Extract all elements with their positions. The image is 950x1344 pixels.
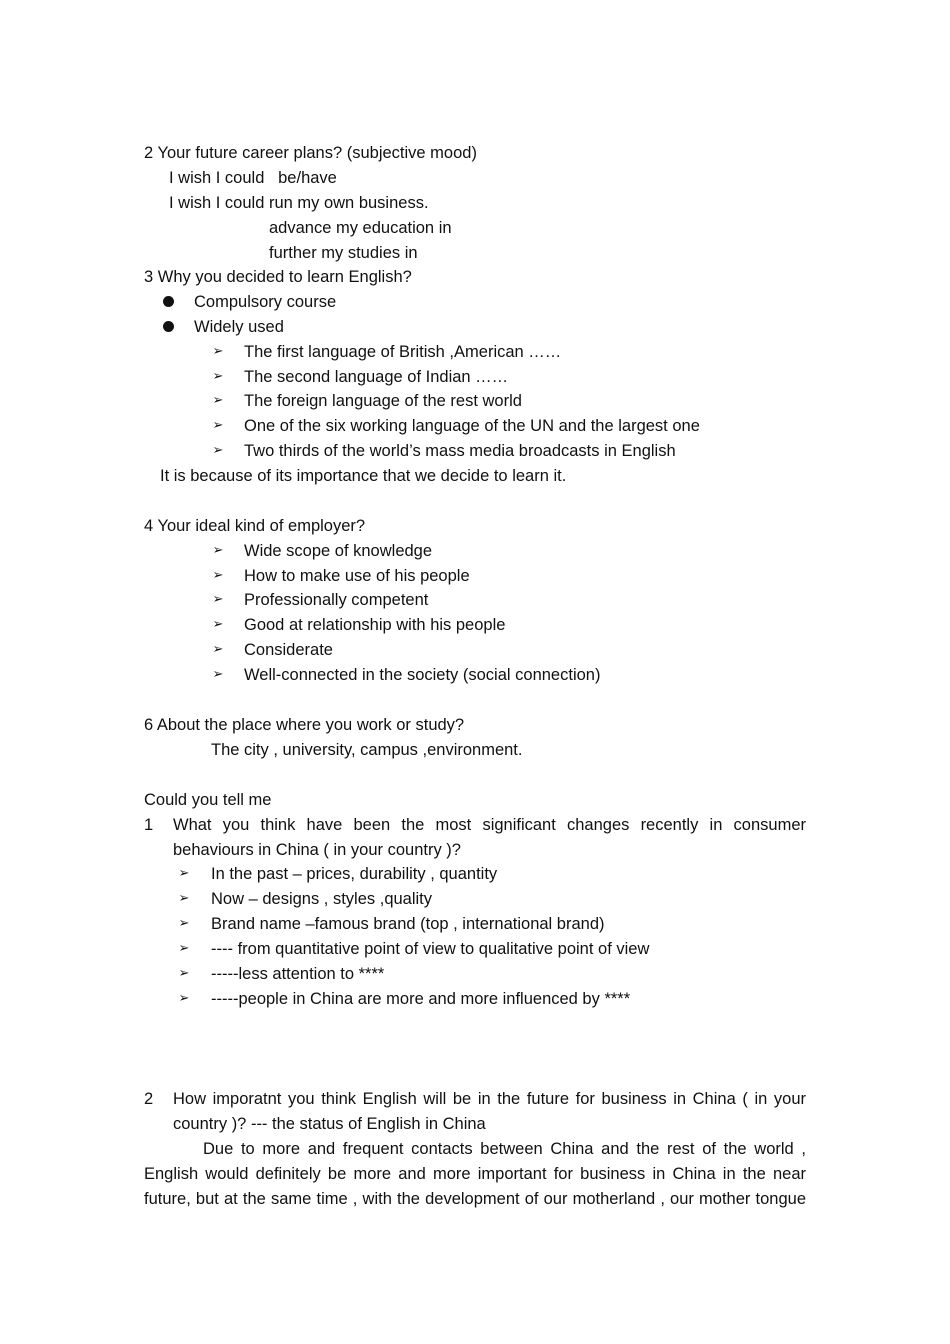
arrow-bullet-icon: ➢ [178,966,190,981]
q6-answer: The city , university, campus ,environment. [211,741,523,759]
bullet-dot-icon [163,296,174,307]
list-item: ---- from quantitative point of view to qualitative point of view [211,940,650,958]
item-2-question: How imporatnt you think English will be in the future for business in China ( in your [173,1090,806,1108]
q3-conclusion: It is because of its importance that we decide to learn it. [160,467,567,485]
list-item: Two thirds of the world’s mass media broadcasts in English [244,442,676,460]
question-6-heading: 6 About the place where you work or study? [144,716,465,734]
list-item: In the past – prices, durability , quantity [211,865,498,883]
list-item: Brand name –famous brand (top , international brand) [211,915,605,933]
list-item: The foreign language of the rest world [244,392,522,410]
arrow-bullet-icon: ➢ [178,991,190,1006]
question-3-heading: 3 Why you decided to learn English? [144,268,412,286]
q2-answer-line: further my studies in [269,244,418,262]
q2-answer-line: advance my education in [269,219,452,237]
arrow-bullet-icon: ➢ [212,617,224,632]
item-number: 1 [144,816,154,834]
arrow-bullet-icon: ➢ [212,344,224,359]
list-item: Widely used [194,318,284,336]
q2-answer-line: I wish I could run my own business. [169,194,429,212]
question-2-heading: 2 Your future career plans? (subjective mood) [144,144,477,162]
q2-answer-line: I wish I could be/have [169,169,337,187]
arrow-bullet-icon: ➢ [212,369,224,384]
answer-paragraph-line: Due to more and frequent contacts between China and the rest of the world , [203,1140,806,1158]
item-2-question: country )? --- the status of English in China [173,1115,486,1133]
list-item: The second language of Indian …… [244,368,509,386]
list-item: Professionally competent [244,591,429,609]
item-1-question: What you think have been the most significant changes recently in consumer [173,816,806,834]
arrow-bullet-icon: ➢ [212,667,224,682]
list-item: -----people in China are more and more influenced by **** [211,990,631,1008]
arrow-bullet-icon: ➢ [212,642,224,657]
list-item: The first language of British ,American …… [244,343,562,361]
list-item: One of the six working language of the UN and the largest one [244,417,700,435]
arrow-bullet-icon: ➢ [212,592,224,607]
list-item: Considerate [244,641,333,659]
list-item: Now – designs , styles ,quality [211,890,433,908]
list-item: -----less attention to **** [211,965,385,983]
item-number: 2 [144,1090,154,1108]
answer-paragraph-line: future, but at the same time , with the development of our motherland , our mother tongue [144,1190,806,1208]
arrow-bullet-icon: ➢ [212,568,224,583]
list-item: Well-connected in the society (social connection) [244,666,601,684]
list-item: Compulsory course [194,293,337,311]
arrow-bullet-icon: ➢ [178,916,190,931]
item-1-question: behaviours in China ( in your country )? [173,841,461,859]
answer-paragraph-line: English would definitely be more and more important for business in China in the near [144,1165,806,1183]
arrow-bullet-icon: ➢ [178,891,190,906]
question-4-heading: 4 Your ideal kind of employer? [144,517,366,535]
bullet-dot-icon [163,321,174,332]
list-item: Good at relationship with his people [244,616,506,634]
arrow-bullet-icon: ➢ [212,418,224,433]
list-item: How to make use of his people [244,567,470,585]
arrow-bullet-icon: ➢ [212,393,224,408]
arrow-bullet-icon: ➢ [212,443,224,458]
list-item: Wide scope of knowledge [244,542,433,560]
section-heading: Could you tell me [144,791,272,809]
arrow-bullet-icon: ➢ [178,941,190,956]
arrow-bullet-icon: ➢ [212,543,224,558]
arrow-bullet-icon: ➢ [178,866,190,881]
